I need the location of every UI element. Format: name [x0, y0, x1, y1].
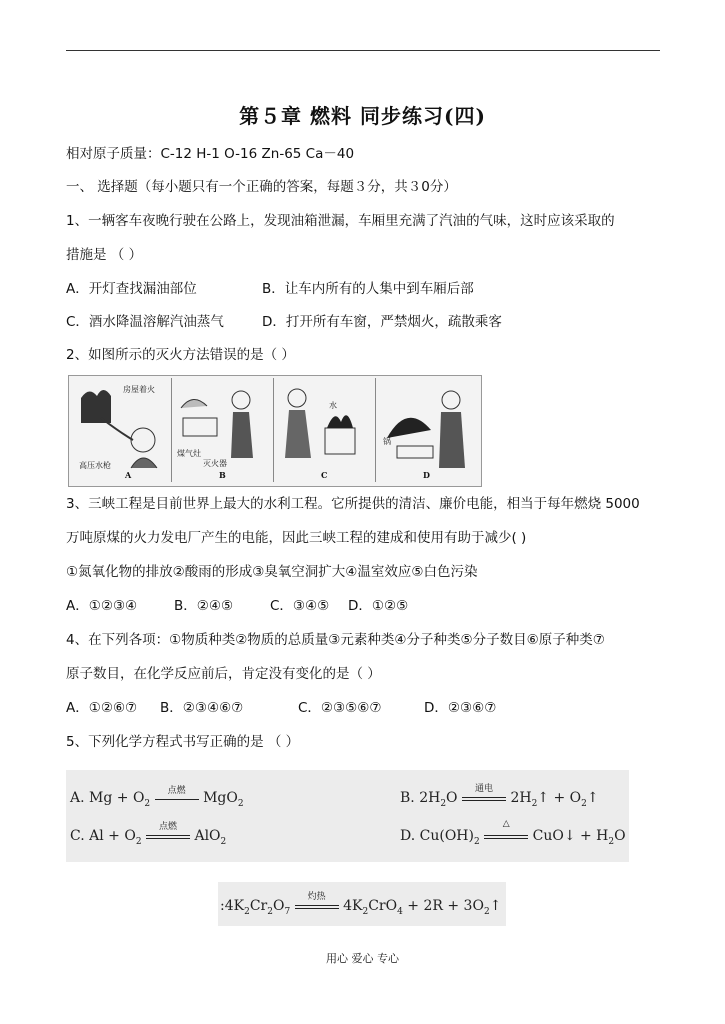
question-1-text-cont: 措施是 （ ） [66, 247, 143, 263]
panel-letter-a: A [125, 470, 132, 480]
equation-a-left: A. Mg + O [70, 790, 145, 806]
q4-option-c: C．②③⑤⑥⑦ [298, 700, 382, 716]
section-heading: 一、 选择题（每小题只有一个正确的答案，每题３分，共３0分） [66, 179, 457, 195]
equation-c-left: C. Al + O [70, 828, 136, 844]
label-water-gun: 高压水枪 [79, 461, 111, 470]
equation-d: D. $Cu(OH)_2$ △ CuO↓ + $H_2O$ [400, 819, 626, 847]
label-house-fire: 房屋着火 [123, 385, 155, 394]
equation-e-left: :4K [220, 898, 245, 914]
figure-panel-a [71, 378, 172, 482]
header-rule [66, 50, 660, 51]
equation-b-left: B. 2H [400, 790, 441, 806]
question-2-text: 2、如图所示的灭火方法错误的是（ ） [66, 347, 295, 363]
equation-b: B. $2H_2O$ 通电 $2H_2↑$ + $O_2↑$ [400, 790, 599, 809]
equation-d-condition: △ [502, 819, 510, 829]
figure-panel-b [173, 378, 274, 482]
question-3-text-cont: 万吨原煤的火力发电厂产生的电能，因此三峡工程的建成和使用有助于减少( ) [66, 530, 527, 546]
question-5-text: 5、下列化学方程式书写正确的是 （ ） [66, 734, 300, 750]
q4-option-d: D．②③⑥⑦ [424, 700, 497, 716]
equation-b-condition: 通电 [474, 784, 493, 794]
equation-e-image [218, 882, 506, 926]
atomic-mass-line: 相对原子质量：C-12 H-1 O-16 Zn-65 Ca－40 [66, 146, 355, 162]
panel-letter-c: C [321, 470, 328, 480]
question-3-text: 3、三峡工程是目前世界上最大的水利工程。它所提供的清洁、廉价电能，相当于每年燃烧 5000 [66, 496, 640, 512]
q3-option-a: A．①②③④ [66, 598, 138, 614]
panel-letter-d: D [423, 470, 430, 480]
question-1-text: 1、一辆客车夜晚行驶在公路上，发现油箱泄漏，车厢里充满了汽油的气味，这时应该采取的 [66, 213, 615, 229]
equation-a: A. $Mg + O_2$ 点燃 MgO$_2$ [70, 790, 244, 809]
q1-option-d: D．打开所有车窗，严禁烟火，疏散乘客 [262, 314, 502, 330]
page-footer: 用心 爱心 专心 [326, 952, 399, 965]
equations-image [66, 770, 629, 862]
equation-e-right: 4K [343, 898, 363, 914]
question-4-text: 4、在下列各项：①物质种类②物质的总质量③元素种类④分子种类⑤分子数目⑥原子种类⑦ [66, 632, 605, 648]
label-water: 水 [329, 401, 337, 410]
q1-option-a: A．开灯查找漏油部位 [66, 281, 197, 297]
equation-d-left: D. Cu(OH) [400, 828, 474, 844]
equation-c: C. $Al + O_2$ 点燃 AlO$_2$ [70, 828, 226, 847]
equation-c-condition: 点燃 [158, 822, 177, 832]
q3-option-c: C．③④⑤ [270, 598, 330, 614]
water-on-fire-illustration [275, 378, 375, 482]
equation-d-right: CuO↓ + H [532, 828, 609, 844]
figure-panel-c [275, 378, 376, 482]
fire-extinguishing-figure [68, 375, 482, 487]
q3-option-b: B．②④⑤ [174, 598, 234, 614]
label-extinguisher: 灭火器 [203, 459, 227, 468]
page-title: 第５章 燃料 同步练习(四) [239, 104, 486, 128]
equation-c-right: AlO [194, 828, 221, 844]
equation-a-right: MgO [203, 790, 238, 806]
q1-option-c: C．酒水降温溶解汽油蒸气 [66, 314, 224, 330]
equation-b-right: 2H [510, 790, 532, 806]
question-3-items: ①氮氧化物的排放②酸雨的形成③臭氧空洞扩大④温室效应⑤白色污染 [66, 564, 478, 580]
pan-fire-illustration [377, 378, 477, 482]
equation-e-condition: 灼热 [307, 892, 326, 902]
equation-e: $:4K_2Cr_2O_7$ 灼热 $4K_2CrO_4 + 2R$ + $3O_2↑$ [220, 898, 501, 917]
q4-option-b: B．②③④⑥⑦ [160, 700, 244, 716]
label-gas-stove: 煤气灶 [177, 449, 201, 458]
equation-a-condition: 点燃 [167, 785, 186, 796]
question-4-text-cont: 原子数目，在化学反应前后，肯定没有变化的是（ ） [66, 666, 381, 682]
figure-panel-d [377, 378, 477, 482]
q3-option-d: D．①②⑤ [348, 598, 409, 614]
label-pan: 锅 [383, 437, 391, 446]
panel-letter-b: B [219, 470, 226, 480]
q1-option-b: B．让车内所有的人集中到车厢后部 [262, 281, 474, 297]
q4-option-a: A．①②⑥⑦ [66, 700, 138, 716]
